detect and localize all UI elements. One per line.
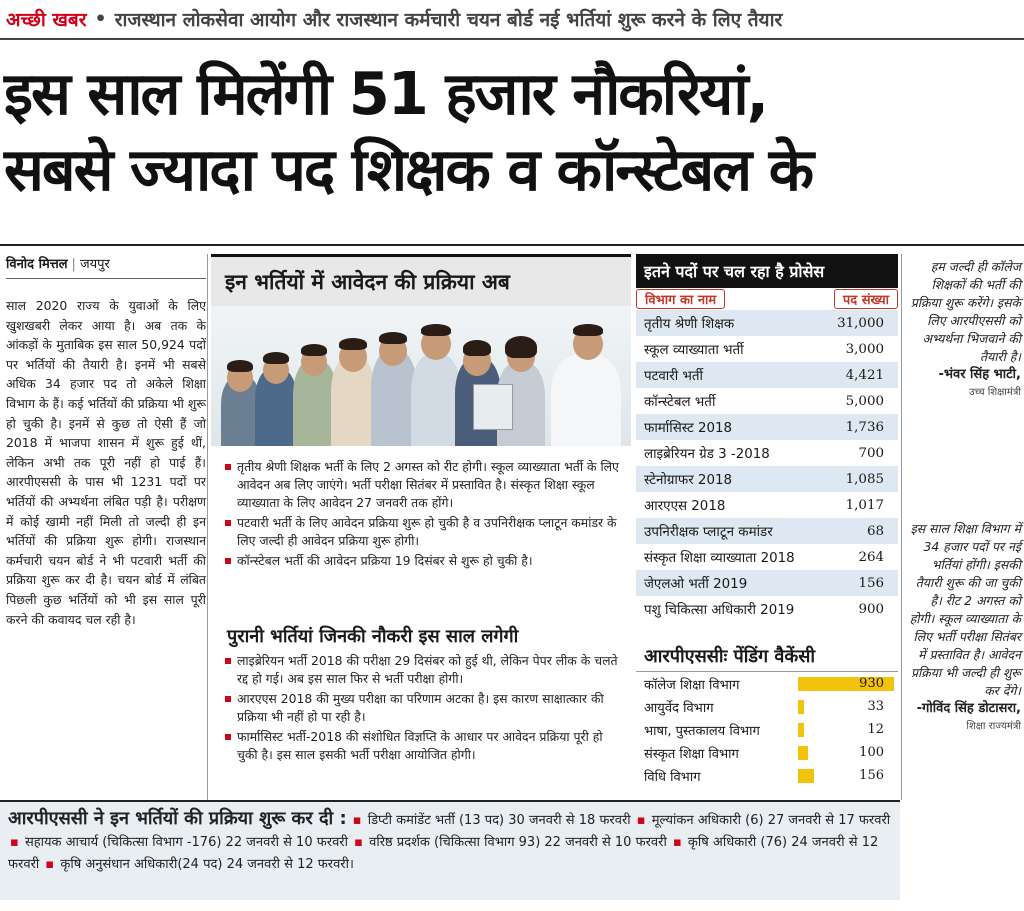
post-count: 1,017 [845, 497, 884, 513]
bar-label: विधि विभाग [644, 769, 701, 785]
post-count: 3,000 [845, 341, 884, 357]
footer-lead: आरपीएससी ने इन भर्तियों की प्रक्रिया शुरू कर दी : [8, 808, 347, 829]
post-count: 700 [858, 445, 884, 461]
bar-value: 156 [859, 768, 884, 783]
post-count: 1,085 [845, 471, 884, 487]
posts-table-title: इतने पदों पर चल रहा है प्रोसेस [636, 254, 898, 288]
bar-row [636, 672, 898, 695]
posts-table-header [636, 288, 898, 310]
dept-name: कॉन्स्टेबल भर्ती [644, 395, 716, 410]
pending-vacancy-chart [636, 640, 898, 787]
left-column-body: साल 2020 राज्य के युवाओं के लिए खुशखबरी लेकर आया है। अब तक के आंकड़ों के मुताबिक इस साल 50,924 पदों पर भर्तियों की तैयारी है। इनमें भी सबसे अधिक 34 हजार पद तो अकेले शिक्षा विभाग के हैं। कई भर्तियों की प्रक्रिया भी शुरू हो चुकी है। इनमें से कुछ तो ऐसी हैं जो 2018 में भाजपा शासन में शुरू हुई थीं, लेकिन अभी तक पूरी नहीं हो पाई हैं। आरपीएससी के पास भी 1231 पदों पर भर्तियों की अभ्यर्थना लंबित पड़ी है। परीक्षण में कोई खामी नहीं मिली तो जल्दी ही इन भर्तियों की प्रक्रिया शुरू होगी। राजस्थान कर्मचारी चयन बोर्ड ने भी पटवारी भर्ती की प्रक्रिया शुरू कर दी है। चयन बोर्ड में लंबित पिछली कुछ भर्तियों को भी इस साल पूरी करने की कवायद चल रही है। [6, 298, 206, 627]
pending-chart-title: आरपीएससीः पेंडिंग वैकेंसी [636, 640, 898, 672]
table-row [636, 544, 898, 570]
table-row [636, 518, 898, 544]
table-row [636, 362, 898, 388]
dept-name: स्टेनोग्राफर 2018 [644, 473, 733, 488]
table-row [636, 414, 898, 440]
quote-speaker: -गोविंद सिंह डोटासरा, [916, 701, 1021, 716]
dept-name: संस्कृत शिक्षा व्याख्याता 2018 [644, 551, 795, 566]
table-row [636, 596, 898, 622]
post-count: 68 [866, 523, 884, 539]
list-item: पटवारी भर्ती के लिए आवेदन प्रक्रिया शुरू हो चुकी है व उपनिरीक्षक प्लाटून कमांडर के लिए जल्दी ही आवेदन प्रक्रिया शुरू होगी। [225, 514, 625, 550]
bar-value: 33 [867, 699, 884, 714]
bar-label: कॉलेज शिक्षा विभाग [644, 677, 740, 693]
headline-line-1: इस साल मिलेंगी 51 हजार नौकरियां, [4, 59, 768, 128]
quote-2 [905, 520, 1021, 736]
list-item: आरएएस 2018 की मुख्य परीक्षा का परिणाम अटका है। इस कारण साक्षात्कार की प्रक्रिया भी नहीं हो पा रही है। [225, 690, 625, 726]
bar-value: 930 [859, 676, 884, 691]
post-count: 31,000 [837, 315, 884, 331]
bar [798, 746, 808, 760]
dept-name: उपनिरीक्षक प्लाटून कमांडर [644, 525, 773, 540]
footer-item: वरिष्ठ प्रदर्शक (चिकित्सा विभाग 93) 22 जनवरी से 10 फरवरी [369, 835, 667, 850]
author-name: विनोद मित्तल [6, 257, 68, 272]
footer-item: सहायक आचार्य (चिकित्सा विभाग -176) 22 जनवरी से 10 फरवरी [24, 835, 348, 850]
table-row [636, 440, 898, 466]
bar [798, 700, 804, 714]
bar-row [636, 741, 898, 764]
file-folder [473, 384, 513, 430]
footer-item: मूल्यांकन अधिकारी (6) 27 जनवरी से 17 फरवरी [651, 813, 891, 828]
dept-name: फार्मासिस्ट 2018 [644, 421, 733, 436]
column-header-posts: पद संख्या [834, 289, 898, 309]
bar-label: भाषा, पुस्तकालय विभाग [644, 723, 760, 739]
list-item: कॉन्स्टेबल भर्ती की आवेदन प्रक्रिया 19 दिसंबर से शुरू हो चुकी है। [225, 552, 625, 570]
table-row [636, 492, 898, 518]
bar-value: 12 [867, 722, 884, 737]
table-row [636, 570, 898, 596]
table-row [636, 310, 898, 336]
quote-text: हम जल्दी ही कॉलेज शिक्षकों की भर्ती की प्रक्रिया शुरू करेंगे। इसके लिए आरपीएससी को अभ्यर्थना भिजवाने की तैयारी है। [910, 259, 1021, 364]
quote-text: इस साल शिक्षा विभाग में 34 हजार पदों पर नई भर्तियां होंगी। इसकी तैयारी शुरू की जा चुकी है। रीट 2 अगस्त को होगी। स्कूल व्याख्याता के लिए भर्ती परीक्षा सितंबर में प्रस्तावित है। आवेदन प्रक्रिया भी जल्दी ही शुरू कर देंगे। [909, 521, 1021, 698]
bar [798, 769, 814, 783]
post-count: 4,421 [845, 367, 884, 383]
bar-row [636, 695, 898, 718]
subheading-old-recruitments: पुरानी भर्तियां जिनकी नौकरी इस साल लगेगी [227, 626, 519, 647]
dept-name: तृतीय श्रेणी शिक्षक [644, 317, 735, 332]
rpsc-footer-box [0, 800, 900, 900]
dept-name: पशु चिकित्सा अधिकारी 2019 [644, 603, 795, 618]
dept-name: स्कूल व्याख्याता भर्ती [644, 343, 744, 358]
square-bullet-icon: ▪ [354, 835, 363, 850]
quote-1 [905, 258, 1021, 402]
dept-name: लाइब्रेरियन ग्रेड 3 -2018 [644, 447, 770, 462]
post-count: 5,000 [845, 393, 884, 409]
table-row [636, 336, 898, 362]
bar-label: संस्कृत शिक्षा विभाग [644, 746, 739, 762]
dateline: जयपुर [79, 257, 110, 272]
post-count: 264 [858, 549, 884, 565]
dept-name: जेएलओ भर्ती 2019 [644, 577, 748, 592]
box-title: इन भर्तियों में आवेदन की प्रक्रिया अब [211, 254, 631, 306]
posts-table-body [636, 310, 898, 622]
dept-name: आरएएस 2018 [644, 499, 726, 514]
post-count: 900 [858, 601, 884, 617]
square-bullet-icon: ▪ [636, 813, 646, 828]
current-process-list [225, 458, 625, 572]
pending-chart-body [636, 672, 898, 787]
footer-item: कृषि अधिकारी (76) 24 जनवरी से 12 फरवरी [8, 835, 879, 872]
deck-line: राजस्थान लोकसेवा आयोग और राजस्थान कर्मचारी चयन बोर्ड नई भर्तियां शुरू करने के लिए तैयार [114, 9, 783, 31]
headline-rule [0, 244, 1024, 246]
bar-label: आयुर्वेद विभाग [644, 700, 714, 716]
post-count: 156 [858, 575, 884, 591]
quote-role: उच्च शिक्षामंत्री [968, 387, 1021, 398]
headline-line-2: सबसे ज्यादा पद शिक्षक व कॉन्स्टेबल के [4, 135, 813, 204]
footer-item: डिप्टी कमांडेंट भर्ती (13 पद) 30 जनवरी से 18 फरवरी [367, 813, 631, 828]
job-seekers-photo [211, 306, 631, 446]
list-item: फार्मासिस्ट भर्ती-2018 की संशोधित विज्ञप्ति के आधार पर आवेदन प्रक्रिया पूरी हो चुकी है। इस साल इसकी भर्ती परीक्षा आयोजित होगी। [225, 728, 625, 764]
quote-speaker: -भंवर सिंह भाटी, [938, 367, 1021, 382]
bar [798, 723, 804, 737]
square-bullet-icon: ▪ [672, 835, 682, 850]
column-divider [207, 254, 208, 800]
square-bullet-icon: ▪ [352, 813, 362, 828]
old-recruitments-list [225, 652, 625, 766]
table-row [636, 466, 898, 492]
quote-role: शिक्षा राज्यमंत्री [966, 721, 1021, 732]
headline [4, 56, 1020, 208]
posts-table [636, 254, 898, 622]
column-divider [901, 254, 902, 800]
application-process-box [211, 254, 631, 794]
bar-row [636, 718, 898, 741]
byline: विनोद मित्तल | जयपुर [6, 254, 206, 279]
column-header-dept: विभाग का नाम [636, 289, 725, 309]
bar-value: 100 [859, 745, 884, 760]
list-item: तृतीय श्रेणी शिक्षक भर्ती के लिए 2 अगस्त को रीट होगी। स्कूल व्याख्याता भर्ती के लिए आवेदन अब लिए जाएंगे। भर्ती परीक्षा सितंबर में प्रस्तावित है। संस्कृत शिक्षा स्कूल व्याख्याता के लिए आवेदन 27 जनवरी तक होंगे। [225, 458, 625, 512]
footer-item: कृषि अनुसंधान अधिकारी(24 पद) 24 जनवरी से 12 फरवरी। [60, 857, 354, 872]
list-item: लाइब्रेरियन भर्ती 2018 की परीक्षा 29 दिसंबर को हुई थी, लेकिन पेपर लीक के चलते रद्द हो गई। अब इस साल फिर से भर्ती परीक्षा होगी। [225, 652, 625, 688]
top-strip [0, 0, 1024, 40]
square-bullet-icon: ▪ [10, 835, 19, 850]
post-count: 1,736 [845, 419, 884, 435]
dept-name: पटवारी भर्ती [644, 369, 703, 384]
table-row [636, 388, 898, 414]
kicker: अच्छी खबर [6, 9, 87, 31]
bar-row [636, 764, 898, 787]
square-bullet-icon: ▪ [45, 857, 55, 872]
bullet-separator: • [94, 8, 107, 30]
